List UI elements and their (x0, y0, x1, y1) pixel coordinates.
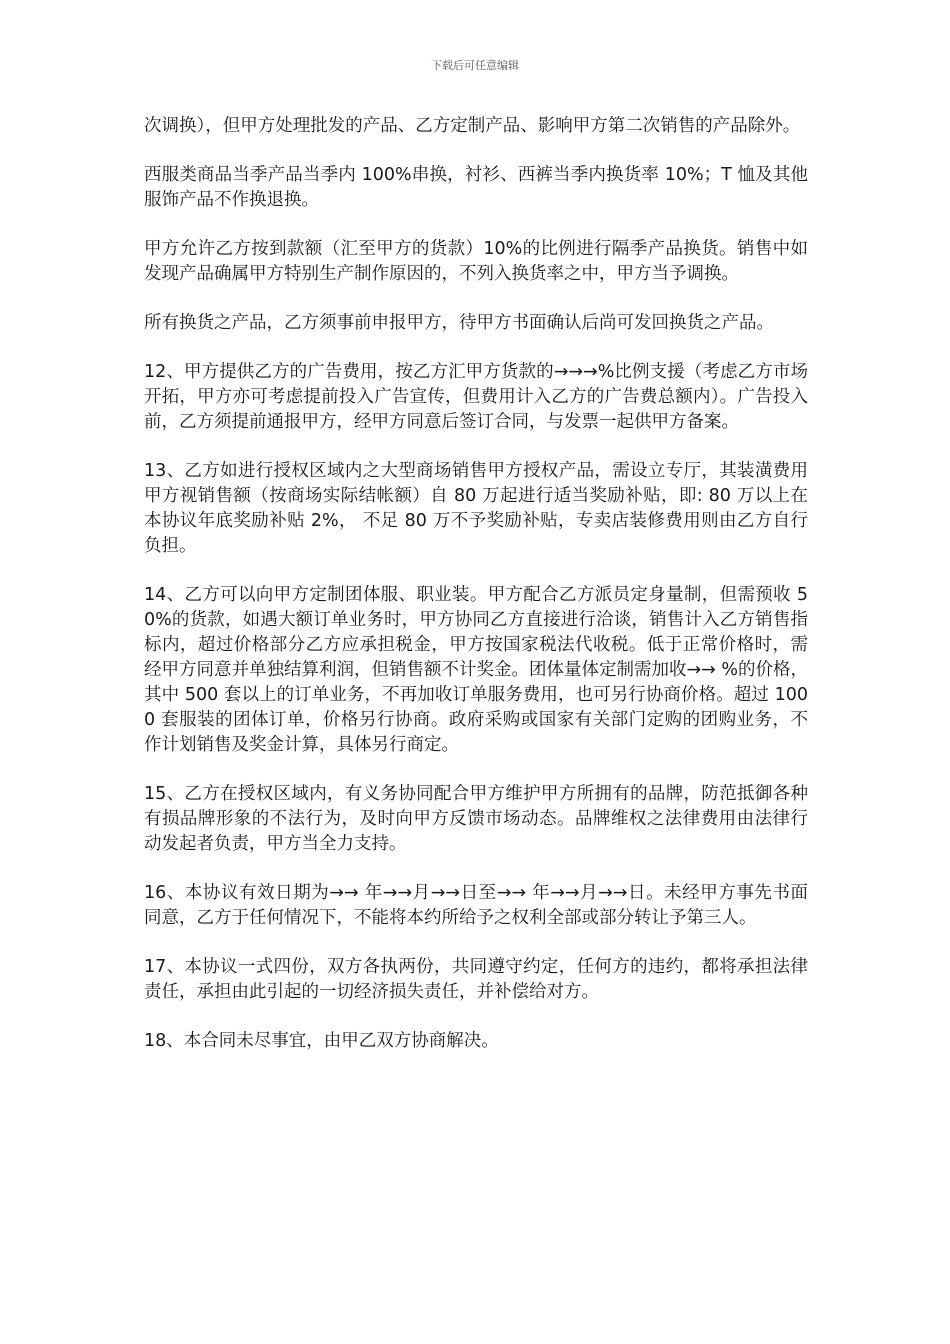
clause-15-brand-protection: 15、乙方在授权区域内，有义务协同配合甲方维护甲方所拥有的品牌，防范抵御各种有损品牌形象的不法行为，及时向甲方反馈市场动态。品牌维权之法律费用由法律行动发起者负责，甲方当全力支持。 (144, 784, 808, 854)
clause-13-counter-subsidy: 13、乙方如进行授权区域内之大型商场销售甲方授权产品，需设立专厅，其装潢费用甲方视销售额（按商场实际结帐额）自 80 万起进行适当奖励补贴，即: 80 万以上在本协议年底奖励补贴 2%， 不足 80 万不予奖励补贴，专卖店装修费用则由乙方自行负担。 (144, 461, 808, 556)
paragraph-exchange-rate: 西服类商品当季产品当季内 100%串换，衬衫、西裤当季内换货率 10%；T 恤及其他服饰产品不作换退换。 (144, 165, 808, 210)
paragraph-off-season-exchange: 甲方允许乙方按到款额（汇至甲方的货款）10%的比例进行隔季产品换货。销售中如发现产品确属甲方特别生产制作原因的，不列入换货率之中，甲方当予调换。 (144, 239, 808, 284)
page-header: 下载后可任意编辑 (431, 59, 519, 72)
clause-12-advertising: 12、甲方提供乙方的广告费用，按乙方汇甲方货款的→→→%比例支援（考虑乙方市场开拓，甲方亦可考虑提前投入广告宣传，但费用计入乙方的广告费总额内）。广告投入前，乙方须提前通报甲方，经甲方同意后签订合同，与发票一起供甲方备案。 (144, 362, 808, 432)
document-body (144, 114, 808, 1078)
clause-16-validity: 16、本协议有效日期为→→ 年→→月→→日至→→ 年→→月→→日。未经甲方事先书面同意，乙方于任何情况下，不能将本约所给予之权利全部或部分转让予第三人。 (144, 883, 808, 928)
clause-14-group-orders: 14、乙方可以向甲方定制团体服、职业装。甲方配合乙方派员定身量制，但需预收 50%的货款，如遇大额订单业务时，甲方协同乙方直接进行洽谈，销售计入乙方销售指标内，超过价格部分乙方应承担税金，甲方按国家税法代收税。低于正常价格时，需经甲方同意并单独结算利润，但销售额不计奖金。团体量体定制需加收→→ %的价格，其中 500 套以上的订单业务，不再加收订单服务费用，也可另行协商价格。超过 1000 套服装的团体订单，价格另行协商。政府采购或国家有关部门定购的团购业务，不作计划销售及奖金计算，具体另行商定。 (144, 585, 809, 755)
clause-18-misc: 18、本合同未尽事宜，由甲乙双方协商解决。 (144, 1031, 499, 1051)
paragraph-exchange-exception: 次调换），但甲方处理批发的产品、乙方定制产品、影响甲方第二次销售的产品除外。 (144, 116, 801, 136)
clause-17-copies: 17、本协议一式四份，双方各执两份，共同遵守约定，任何方的违约，都将承担法律责任，承担由此引起的一切经济损失责任，并补偿给对方。 (144, 957, 808, 1002)
paragraph-exchange-application: 所有换货之产品，乙方须事前申报甲方，待甲方书面确认后尚可发回换货之产品。 (144, 313, 774, 333)
